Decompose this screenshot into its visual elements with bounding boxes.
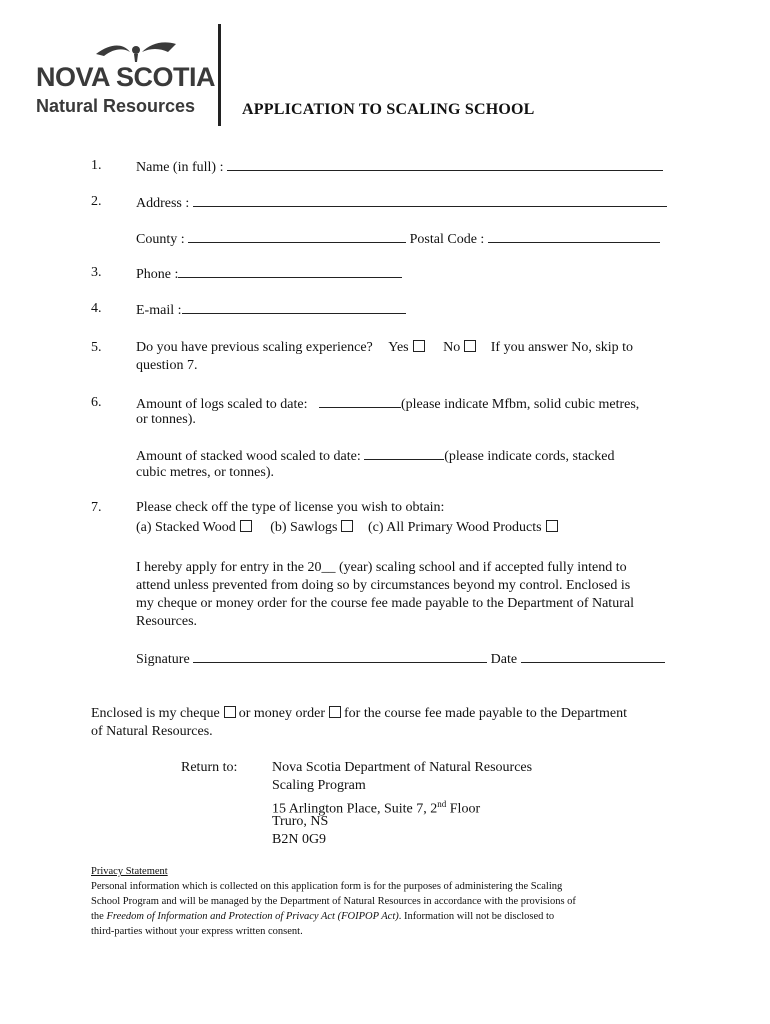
skip-note-continued: question 7. <box>136 358 198 373</box>
county-label: County : <box>136 232 185 247</box>
q2-number: 2. <box>91 194 102 209</box>
return-label: Return to: <box>181 760 238 775</box>
signature-label: Signature <box>136 652 190 667</box>
enclosed-row <box>91 705 627 723</box>
phone-field[interactable] <box>178 264 402 278</box>
email-field[interactable] <box>182 300 406 314</box>
privacy-text-line: Personal information which is collected on this application form is for the purposes of administering the Scaling <box>91 881 563 892</box>
q5-number: 5. <box>91 340 102 355</box>
yes-checkbox[interactable] <box>413 340 425 352</box>
foipop-act-title: Freedom of Information and Protection of Privacy Act (FOIPOP Act) <box>106 911 399 922</box>
money-order-checkbox[interactable] <box>329 706 341 718</box>
experience-question: Do you have previous scaling experience? <box>136 340 373 355</box>
q6-logs-row <box>136 394 639 414</box>
q6-number: 6. <box>91 395 102 410</box>
logo-title: NOVA SCOTIA <box>36 62 216 92</box>
no-checkbox[interactable] <box>464 340 476 352</box>
enclosed-cheque-text: Enclosed is my cheque <box>91 706 220 721</box>
privacy-heading: Privacy Statement <box>91 866 168 877</box>
q5-row <box>136 339 633 357</box>
logs-field[interactable] <box>319 394 401 408</box>
email-label: E-mail : <box>136 303 182 318</box>
license-question: Please check off the type of license you wish to obtain: <box>136 500 445 515</box>
enclosed-continued: of Natural Resources. <box>91 724 213 739</box>
declaration-line: Resources. <box>136 614 198 629</box>
option-stacked-wood-label: (a) Stacked Wood <box>136 520 236 535</box>
enclosed-money-order-text: or money order <box>238 706 325 721</box>
cheque-checkbox[interactable] <box>224 706 236 718</box>
logs-note-continued: or tonnes). <box>136 412 196 427</box>
q3-number: 3. <box>91 265 102 280</box>
stacked-note-continued: cubic metres, or tonnes). <box>136 465 275 480</box>
privacy-text-line <box>91 909 691 924</box>
q6-stacked-row <box>136 446 614 466</box>
enclosed-fee-text: for the course fee made payable to the Department <box>344 706 627 721</box>
q1-row <box>136 157 663 177</box>
q3-row <box>136 264 402 284</box>
skip-note: If you answer No, skip to <box>490 340 634 355</box>
return-postal-code: B2N 0G9 <box>272 832 327 847</box>
address-label: Address : <box>136 196 190 211</box>
yes-label: Yes <box>388 340 409 355</box>
page-title: APPLICATION TO SCALING SCHOOL <box>242 101 535 118</box>
option-stacked-wood-checkbox[interactable] <box>240 520 252 532</box>
privacy-text-pre: the <box>91 911 107 922</box>
signature-field[interactable] <box>193 649 487 663</box>
option-primary-wood-checkbox[interactable] <box>546 520 558 532</box>
return-address-line: Scaling Program <box>272 778 366 793</box>
privacy-text-post: . Information will not be disclosed to <box>398 911 555 922</box>
stacked-note: (please indicate cords, stacked <box>444 449 615 464</box>
nova-scotia-logo <box>24 26 220 126</box>
option-sawlogs-checkbox[interactable] <box>341 520 353 532</box>
address-field[interactable] <box>193 193 667 207</box>
q7-number: 7. <box>91 500 102 515</box>
no-label: No <box>443 340 461 355</box>
q4-row <box>136 300 406 320</box>
county-field[interactable] <box>188 229 406 243</box>
stacked-label: Amount of stacked wood scaled to date: <box>136 449 361 464</box>
q2-row <box>136 193 667 213</box>
logs-label: Amount of logs scaled to date: <box>136 397 308 412</box>
q4-number: 4. <box>91 301 102 316</box>
postal-code-label: Postal Code : <box>409 232 485 247</box>
osprey-icon <box>94 38 178 64</box>
street-text: 15 Arlington Place, Suite 7, 2 <box>272 801 438 817</box>
signature-row <box>136 649 665 669</box>
option-primary-wood-label: (c) All Primary Wood Products <box>367 520 542 535</box>
license-options <box>136 519 561 537</box>
option-sawlogs-label: (b) Sawlogs <box>270 520 338 535</box>
name-field[interactable] <box>227 157 663 171</box>
return-address-line: Nova Scotia Department of Natural Resources <box>272 760 533 775</box>
declaration-line: I hereby apply for entry in the 20__ (year) scaling school and if accepted fully intend to <box>136 560 627 575</box>
declaration-line: attend unless prevented from doing so by circumstances beyond my control. Enclosed is <box>136 578 631 593</box>
privacy-text-line: School Program and will be managed by the Department of Natural Resources in accordance with the provisions of <box>91 896 576 907</box>
date-field[interactable] <box>521 649 665 663</box>
logs-note: (please indicate Mfbm, solid cubic metres, <box>400 397 640 412</box>
logo-divider <box>218 24 221 126</box>
postal-code-field[interactable] <box>488 229 660 243</box>
ordinal-suffix: nd <box>437 799 447 809</box>
phone-label: Phone : <box>136 267 179 282</box>
q1-number: 1. <box>91 158 102 173</box>
logo-subtitle: Natural Resources <box>36 96 196 116</box>
floor-text: Floor <box>446 801 481 817</box>
county-row <box>136 229 660 249</box>
name-label: Name (in full) : <box>136 160 224 175</box>
privacy-text-line: third-parties without your express written consent. <box>91 926 303 937</box>
date-label: Date <box>490 652 518 667</box>
stacked-field[interactable] <box>364 446 444 460</box>
declaration-line: my cheque or money order for the course fee made payable to the Department of Natural <box>136 596 634 611</box>
return-city: Truro, NS <box>272 814 329 829</box>
